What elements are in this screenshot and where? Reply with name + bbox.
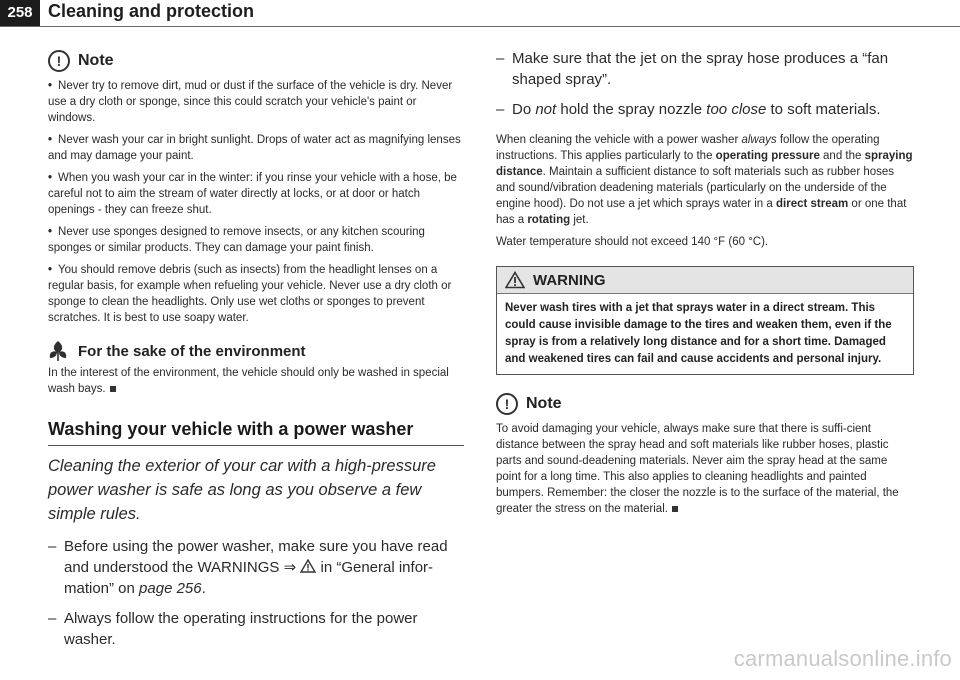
note-text: To avoid damaging your vehicle, always make sure that there is suffi-cient distance between the spray head and soft materials like rubber hoses, plastic parts and sound-deadening materials. Never aim the spray head at the same point for a long time. This also applies to cleaning headlights and painted bumpers. Remember: the closer the nozzle is to the surface of the material, the greater the stress on the material. [496, 423, 899, 515]
note-icon: ! [496, 393, 518, 415]
note-bullet: • Never try to remove dirt, mud or dust if the surface of the vehicle is dry. Never use a dry cloth or sponge, since this could scratch your vehicle's paint or windows. [48, 80, 453, 124]
page-header [0, 0, 960, 34]
environment-heading [48, 340, 464, 362]
note-icon: ! [48, 50, 70, 72]
bullet-icon: • [48, 226, 53, 238]
environment-text: In the interest of the environment, the vehicle should only be washed in special wash bays. [48, 367, 449, 395]
warning-triangle-icon [300, 559, 316, 573]
bullet-icon: • [48, 172, 53, 184]
bullet-icon: • [48, 134, 53, 146]
left-column [48, 50, 464, 659]
power-washer-paragraph: When cleaning the vehicle with a power washer always follow the operating instructions. This applies particularly to the operating pressure and the spraying distance. Maintain a sufficient distance to soft materials such as rubber hoses and sound/vibration deadening materials (particularly on the underside of the engine hood). Do not use a jet which sprays water in a direct stream or one that has a rotating jet. [496, 134, 913, 226]
note-heading [48, 50, 464, 72]
step-item: – Make sure that the jet on the spray hose produces a “fan shaped spray”. [496, 50, 889, 88]
chapter-title: Cleaning and protection [48, 1, 255, 21]
environment-leaf-icon [48, 340, 68, 362]
note-bullet: • Never wash your car in bright sunlight. Drops of water act as magnifying lenses and may damage your paint. [48, 134, 461, 162]
end-of-section-icon [672, 506, 678, 512]
header-divider [0, 26, 960, 27]
section-title: Washing your vehicle with a power washer [48, 419, 464, 446]
note-title: Note [526, 395, 562, 412]
watermark: carmanualsonline.info [733, 646, 952, 671]
page-number: 258 [0, 0, 40, 26]
end-of-section-icon [110, 386, 116, 392]
note-bullet: • Never use sponges designed to remove insects, or any kitchen scouring sponges or similar products. They can damage your paint finish. [48, 226, 425, 254]
step-item: – Do not hold the spray nozzle too close to soft materials. [496, 101, 881, 118]
water-temperature-text: Water temperature should not exceed 140 °F (60 °C). [496, 236, 769, 248]
warning-text: Never wash tires with a jet that sprays water in a direct stream. This could cause invisible damage to the tires and weaken them, even if the spray is from a relatively long distance and for a short time. Damaged and weakened tires can fail and cause accidents and personal injury. [505, 302, 892, 365]
warning-title: WARNING [533, 271, 606, 289]
step-item: – Before using the power washer, make sure you have read and understood the WARNINGS ⇒ in “General infor-mation” on page 256. [48, 538, 448, 597]
warning-box [496, 266, 914, 375]
warning-heading [497, 267, 913, 294]
environment-title: For the sake of the environment [78, 342, 306, 360]
step-item: – Always follow the operating instructions for the power washer. [48, 610, 418, 648]
page-reference-link[interactable]: page 256 [139, 580, 202, 597]
right-column [496, 48, 914, 517]
note-bullet: • You should remove debris (such as insects) from the headlight lenses on a regular basis, for example when refueling your vehicle. Never use a dry cloth or sponge to clean the headlights. Only use wet cloths or sponges to prevent scratches. It is best to use soapy water. [48, 264, 452, 324]
note-bullet: • When you wash your car in the winter: if you rinse your vehicle with a hose, be careful not to aim the stream of water directly at locks, or at door or hatch openings - they can freeze shut. [48, 172, 457, 216]
note-bullet-list [48, 78, 464, 326]
note-title: Note [78, 52, 114, 69]
bullet-icon: • [48, 80, 53, 92]
warning-triangle-icon [505, 271, 525, 289]
section-intro: Cleaning the exterior of your car with a high-pressure power washer is safe as long as you observe a few simple rules. [48, 457, 436, 523]
bullet-icon: • [48, 264, 53, 276]
note-heading [496, 393, 914, 415]
